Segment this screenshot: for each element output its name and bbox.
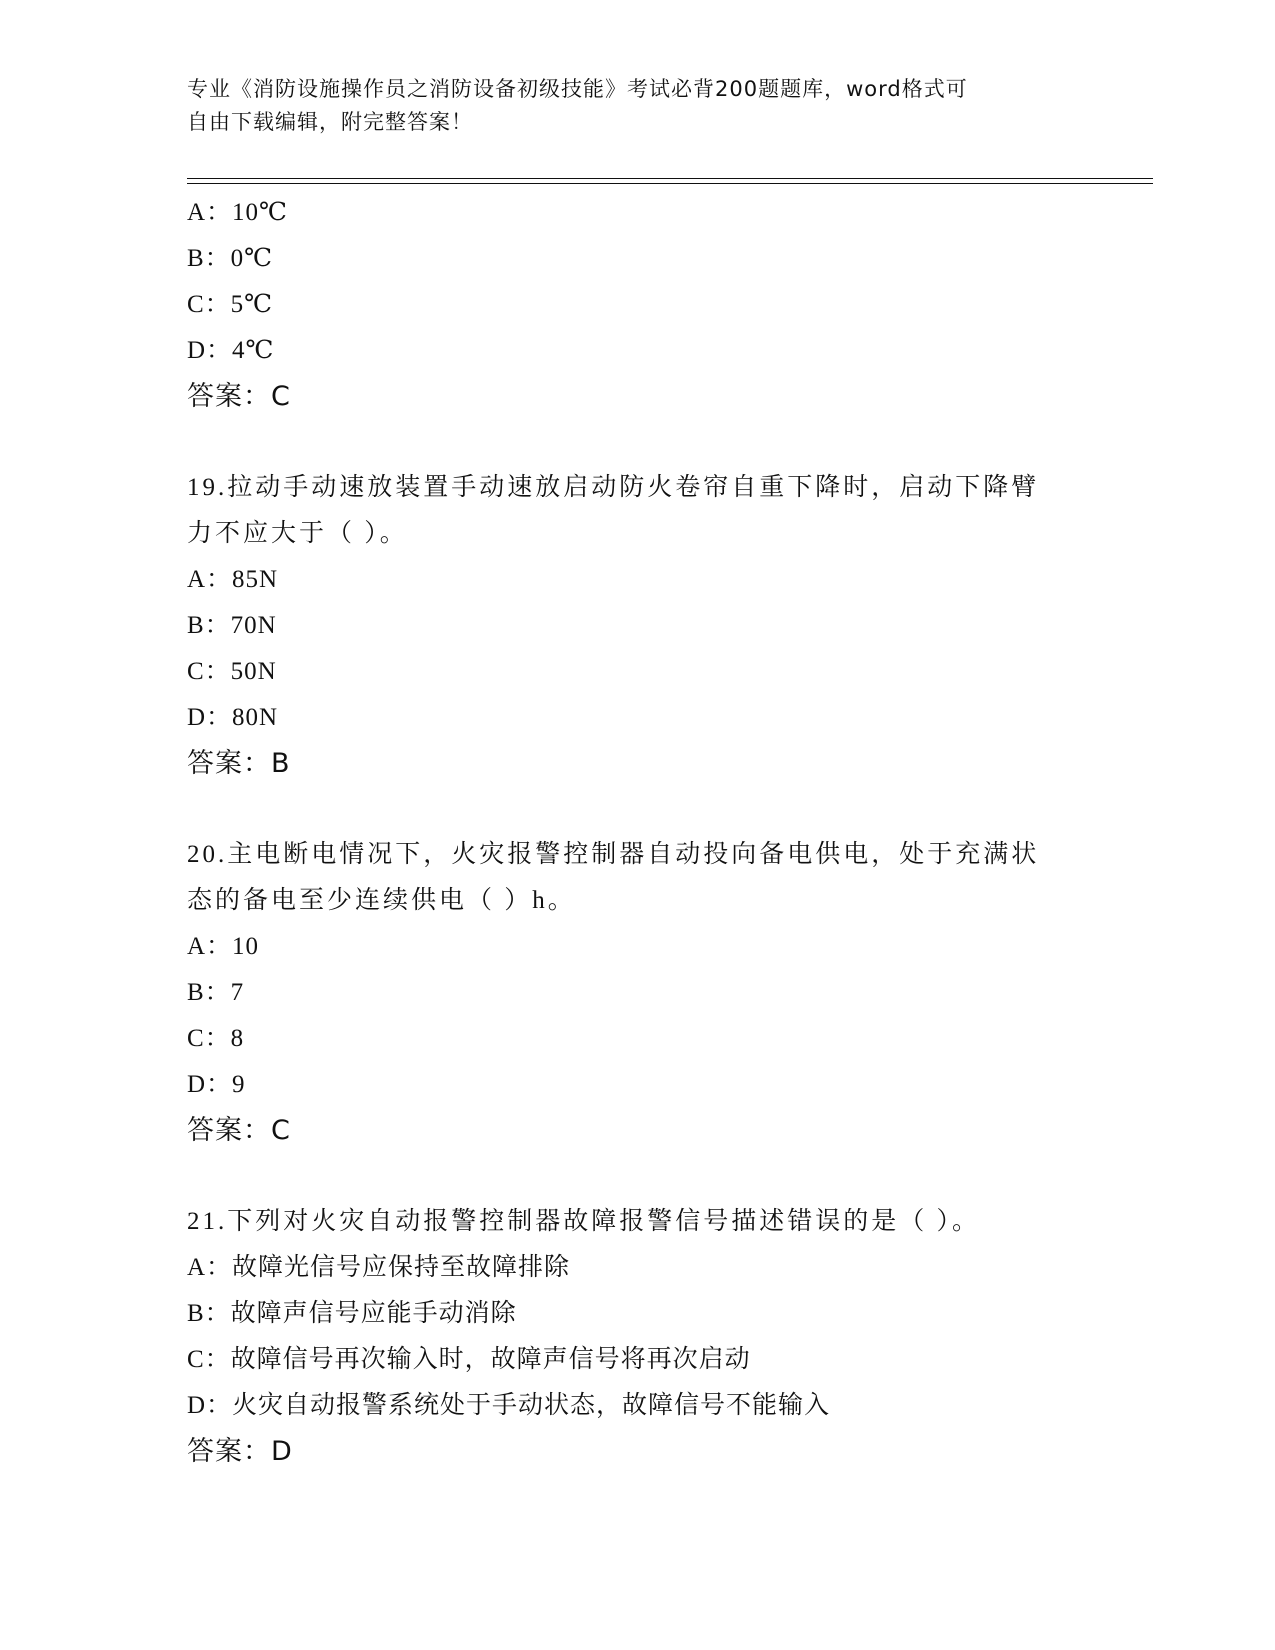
option-c: C：50N xyxy=(187,658,277,685)
option-b: B：70N xyxy=(187,612,277,639)
question-stem-line-1: 20.主电断电情况下，火灾报警控制器自动投向备电供电，处于充满状 xyxy=(187,841,1040,868)
option-a: A：故障光信号应保持至故障排除 xyxy=(187,1254,571,1281)
question-stem-line-1: 19.拉动手动速放装置手动速放启动防火卷帘自重下降时，启动下降臂 xyxy=(187,474,1040,501)
option-d: D：4℃ xyxy=(187,337,275,364)
question-18 xyxy=(187,190,1087,420)
answer: 答案：D xyxy=(187,1436,293,1467)
option-b: B：故障声信号应能手动消除 xyxy=(187,1300,517,1327)
header-line-1: 专业《消防设施操作员之消防设备初级技能》考试必背200题题库，word格式可 xyxy=(187,77,968,101)
option-d: D：80N xyxy=(187,704,279,731)
question-21 xyxy=(187,1199,1087,1475)
question-20 xyxy=(187,832,1087,1154)
option-c: C：5℃ xyxy=(187,291,274,318)
option-a: A：10℃ xyxy=(187,199,289,226)
option-a: A：85N xyxy=(187,566,279,593)
header-line-2: 自由下载编辑，附完整答案！ xyxy=(187,110,473,134)
option-d: D：9 xyxy=(187,1071,246,1098)
header-rule-top xyxy=(187,178,1153,179)
answer: 答案：C xyxy=(187,1115,291,1146)
answer: 答案：C xyxy=(187,381,291,412)
spacer xyxy=(187,1154,1087,1199)
spacer xyxy=(187,420,1087,465)
spacer xyxy=(187,787,1087,832)
question-stem-line-1: 21.下列对火灾自动报警控制器故障报警信号描述错误的是（ ）。 xyxy=(187,1208,981,1235)
option-c: C：8 xyxy=(187,1025,245,1052)
option-a: A：10 xyxy=(187,933,260,960)
option-c: C：故障信号再次输入时，故障声信号将再次启动 xyxy=(187,1346,751,1373)
question-stem-line-2: 态的备电至少连续供电（ ）h。 xyxy=(187,887,576,914)
option-b: B：7 xyxy=(187,979,245,1006)
answer: 答案：B xyxy=(187,748,291,779)
document-header xyxy=(187,73,1067,139)
option-d: D：火灾自动报警系统处于手动状态，故障信号不能输入 xyxy=(187,1392,831,1419)
header-rule-bottom xyxy=(187,183,1153,184)
question-19 xyxy=(187,465,1087,787)
question-list xyxy=(187,190,1087,1475)
question-stem-line-2: 力不应大于（ ）。 xyxy=(187,520,408,547)
option-b: B：0℃ xyxy=(187,245,274,272)
